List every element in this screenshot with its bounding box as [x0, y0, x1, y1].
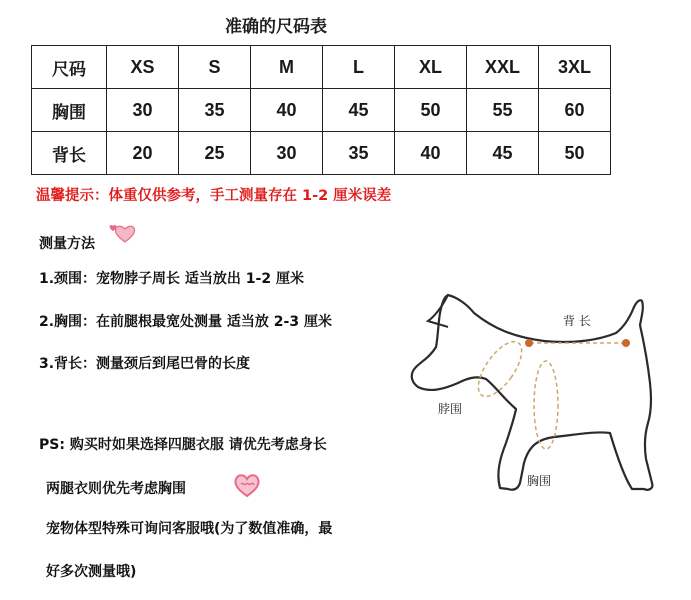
heart-icon	[232, 472, 262, 498]
table-cell: 60	[539, 89, 611, 132]
size-table	[31, 45, 611, 175]
neck-label: 脖围	[438, 402, 463, 416]
ps-line-1: PS: 购买时如果选择四腿衣服 请优先考虑身长	[39, 437, 327, 453]
table-cell: 50	[395, 89, 467, 132]
table-cell: 50	[539, 132, 611, 175]
method-heading: 测量方法	[39, 236, 95, 252]
table-cell: 3XL	[539, 46, 611, 89]
table-cell: 40	[395, 132, 467, 175]
method-item-back: 3.背长：测量颈后到尾巴骨的长度	[39, 356, 251, 372]
ps-line-3: 宠物体型特殊可询问客服哦(为了数值准确，最	[46, 521, 333, 537]
dog-diagram	[404, 283, 674, 498]
table-cell: 35	[323, 132, 395, 175]
table-cell: 35	[179, 89, 251, 132]
table-cell: 背长	[32, 132, 107, 175]
method-item-chest: 2.胸围：在前腿根最宽处测量 适当放 2-3 厘米	[39, 314, 332, 330]
table-row	[32, 89, 611, 132]
table-cell: 30	[251, 132, 323, 175]
back-end-dot	[622, 339, 630, 347]
table-cell: 尺码	[32, 46, 107, 89]
table-cell: 30	[107, 89, 179, 132]
ps-line-4: 好多次测量哦)	[46, 564, 137, 580]
table-header-row	[32, 46, 611, 89]
table-cell: 55	[467, 89, 539, 132]
warning-text: 温馨提示：体重仅供参考，手工测量存在 1-2 厘米误差	[36, 188, 392, 204]
back-start-dot	[525, 339, 533, 347]
table-cell: 胸围	[32, 89, 107, 132]
table-cell: 40	[251, 89, 323, 132]
table-cell: 45	[323, 89, 395, 132]
table-cell: 20	[107, 132, 179, 175]
table-cell: M	[251, 46, 323, 89]
table-cell: XL	[395, 46, 467, 89]
table-cell: L	[323, 46, 395, 89]
chest-label: 胸围	[527, 474, 552, 488]
chest-measure-loop	[534, 361, 558, 449]
table-cell: S	[179, 46, 251, 89]
table-cell: XS	[107, 46, 179, 89]
table-row	[32, 132, 611, 175]
page-title: 准确的尺码表	[225, 17, 327, 37]
table-cell: XXL	[467, 46, 539, 89]
method-item-neck: 1.颈围：宠物脖子周长 适当放出 1-2 厘米	[39, 271, 304, 287]
table-cell: 25	[179, 132, 251, 175]
table-cell: 45	[467, 132, 539, 175]
dog-outline	[412, 295, 653, 490]
hearts-icon	[107, 222, 137, 244]
ps-line-2: 两腿衣则优先考虑胸围	[46, 481, 186, 497]
back-length-label: 背 长	[563, 314, 591, 328]
